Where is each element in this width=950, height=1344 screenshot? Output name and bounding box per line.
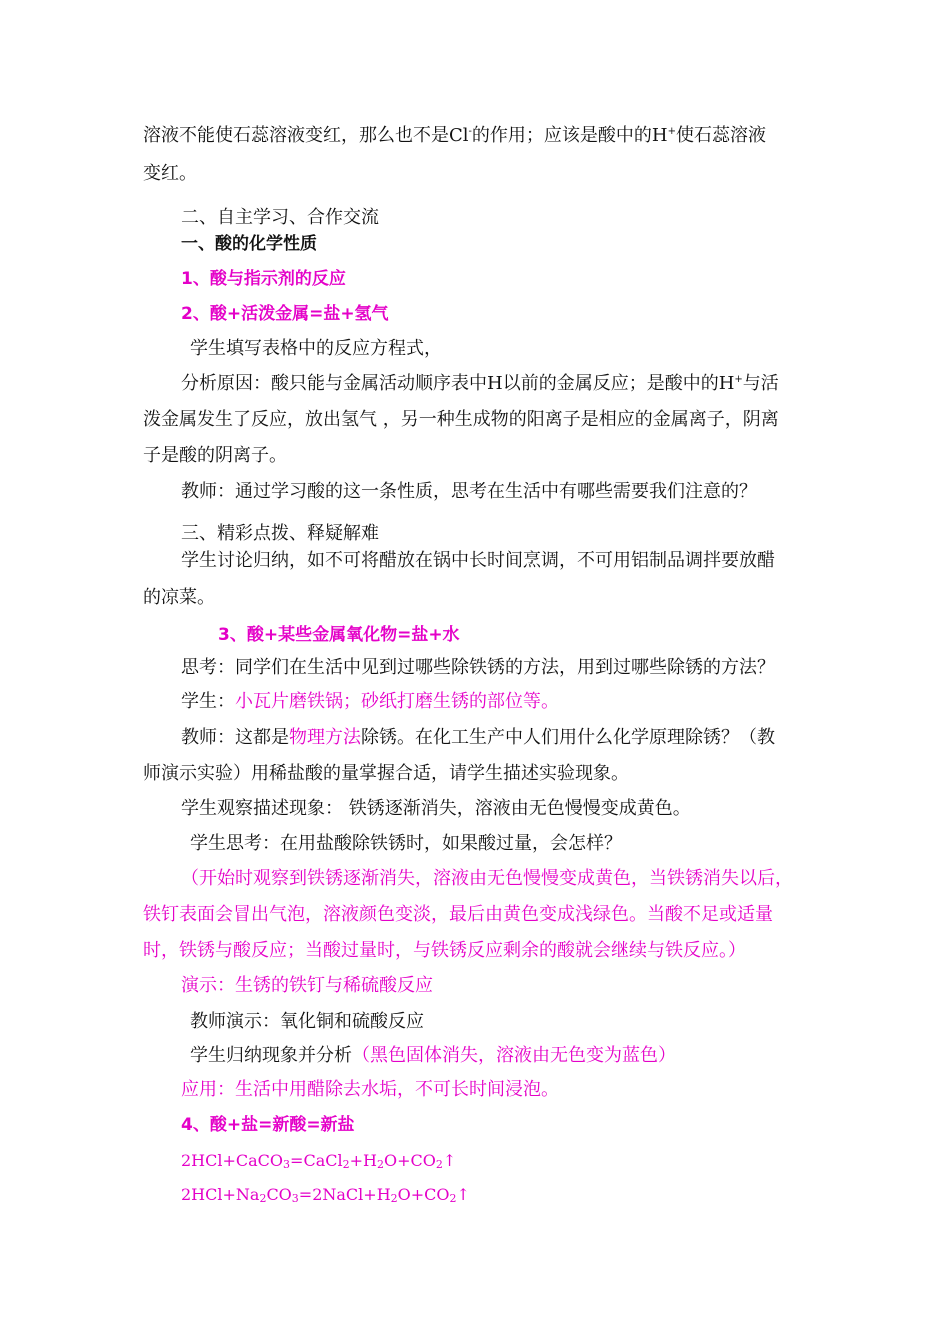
section-2-heading: 二、自主学习、合作交流 <box>181 207 379 228</box>
eq1-part: O+CO <box>383 1151 436 1170</box>
student-think-text: 学生思考：在用盐酸除铁锈时，如果酸过量，会怎样？ <box>190 833 622 854</box>
section-3-heading: 三、精彩点拨、释疑解难 <box>181 523 379 544</box>
analysis-line-1 <box>181 372 779 396</box>
demo-1-text: 演示：生锈的铁钉与稀硫酸反应 <box>181 975 433 996</box>
student-label: 学生： <box>181 691 235 712</box>
analysis-line-3: 子是酸的阴离子。 <box>143 445 287 466</box>
intro-line-2: 变红。 <box>143 163 197 184</box>
analysis-line-2: 泼金属发生了反应，放出氢气 ，另一种生成物的阳离子是相应的金属离子，阴离 <box>143 409 779 430</box>
hydrogen-charge-2: + <box>734 374 743 385</box>
part-1-heading: 一、酸的化学性质 <box>181 234 317 254</box>
teacher-question-1: 教师：通过学习酸的这一条性质，思考在生活中有哪些需要我们注意的？ <box>181 481 757 502</box>
eq2-part: 2HCl+Na <box>181 1185 260 1204</box>
chloride-charge: - <box>468 126 472 137</box>
intro-text-b: 的作用；应该是酸中的H <box>471 125 668 146</box>
paren-answer-line-2: 铁钉表面会冒出气泡，溶液颜色变淡，最后由黄色变成浅绿色。当酸不足或适量 <box>143 904 773 925</box>
application-text: 应用：生活中用醋除去水垢，不可长时间浸泡。 <box>181 1079 559 1100</box>
analysis-text-b: 与活 <box>742 373 779 394</box>
hydrogen-charge: + <box>667 126 677 137</box>
observe-text: 学生观察描述现象： 铁锈逐渐消失，溶液由无色慢慢变成黄色。 <box>181 798 691 819</box>
eq1-sub: 3 <box>283 1158 291 1171</box>
summary-text-b: （黑色固体消失，溶液由无色变为蓝色） <box>352 1045 676 1066</box>
teacher-line-1 <box>181 726 775 750</box>
physical-method-highlight: 物理方法 <box>289 727 361 748</box>
intro-line-1 <box>143 124 766 148</box>
teacher-line-2: 师演示实验）用稀盐酸的量掌握合适，请学生描述实验现象。 <box>143 763 629 784</box>
up-arrow-icon: ↑ <box>456 1185 470 1204</box>
think-question: 思考：同学们在生活中见到过哪些除铁锈的方法，用到过哪些除锈的方法？ <box>181 657 775 678</box>
item-2-heading: 2、酸+活泼金属=盐+氢气 <box>181 304 389 324</box>
paren-answer-line-1: （开始时观察到铁锈逐渐消失，溶液由无色慢慢变成黄色，当铁锈消失以后， <box>181 868 793 889</box>
item-3-heading: 3、酸+某些金属氧化物=盐+水 <box>218 625 460 645</box>
student-answer <box>181 690 559 714</box>
eq2-sub: 3 <box>291 1192 299 1205</box>
eq2-part: CO <box>266 1185 292 1204</box>
eq1-part: =CaCl <box>290 1151 343 1170</box>
eq1-sub: 2 <box>342 1158 350 1171</box>
teacher-text-a: 教师：这都是 <box>181 727 289 748</box>
eq2-sub: 2 <box>449 1192 457 1205</box>
equation-2 <box>181 1183 470 1207</box>
paren-answer-line-3: 时，铁锈与酸反应；当酸过量时，与铁锈反应剩余的酸就会继续与铁反应。） <box>143 940 746 961</box>
eq1-sub: 2 <box>435 1158 443 1171</box>
item-1-heading: 1、酸与指示剂的反应 <box>181 269 346 289</box>
summary-text-a: 学生归纳现象并分析 <box>190 1045 352 1066</box>
item-4-heading: 4、酸+盐=新酸=新盐 <box>181 1115 355 1135</box>
up-arrow-icon: ↑ <box>442 1151 457 1170</box>
discussion-line-1: 学生讨论归纳，如不可将醋放在锅中长时间烹调，不可用铝制品调拌要放醋 <box>181 550 775 571</box>
eq1-sub: 2 <box>376 1158 384 1171</box>
demo-2-text: 教师演示：氧化铜和硫酸反应 <box>190 1011 424 1032</box>
teacher-text-b: 除锈。在化工生产中人们用什么化学原理除锈？（教 <box>361 727 775 748</box>
summary-text <box>190 1044 676 1068</box>
intro-text-a: 溶液不能使石蕊溶液变红，那么也不是Cl <box>143 125 469 146</box>
discussion-line-2: 的凉菜。 <box>143 587 215 608</box>
eq2-part: O+CO <box>397 1185 450 1204</box>
fill-table-text: 学生填写表格中的反应方程式， <box>190 338 442 359</box>
eq2-part: =2NaCl+H <box>298 1185 391 1204</box>
intro-text-c: 使石蕊溶液 <box>676 125 767 146</box>
student-answer-text: 小瓦片磨铁锅；砂纸打磨生锈的部位等。 <box>235 691 559 712</box>
eq2-sub: 2 <box>259 1192 267 1205</box>
eq2-sub: 2 <box>390 1192 398 1205</box>
eq1-part: 2HCl+CaCO <box>181 1151 284 1170</box>
equation-1 <box>181 1149 456 1173</box>
eq1-part: +H <box>349 1151 377 1170</box>
analysis-text-a: 分析原因：酸只能与金属活动顺序表中H以前的金属反应；是酸中的H <box>181 373 735 394</box>
